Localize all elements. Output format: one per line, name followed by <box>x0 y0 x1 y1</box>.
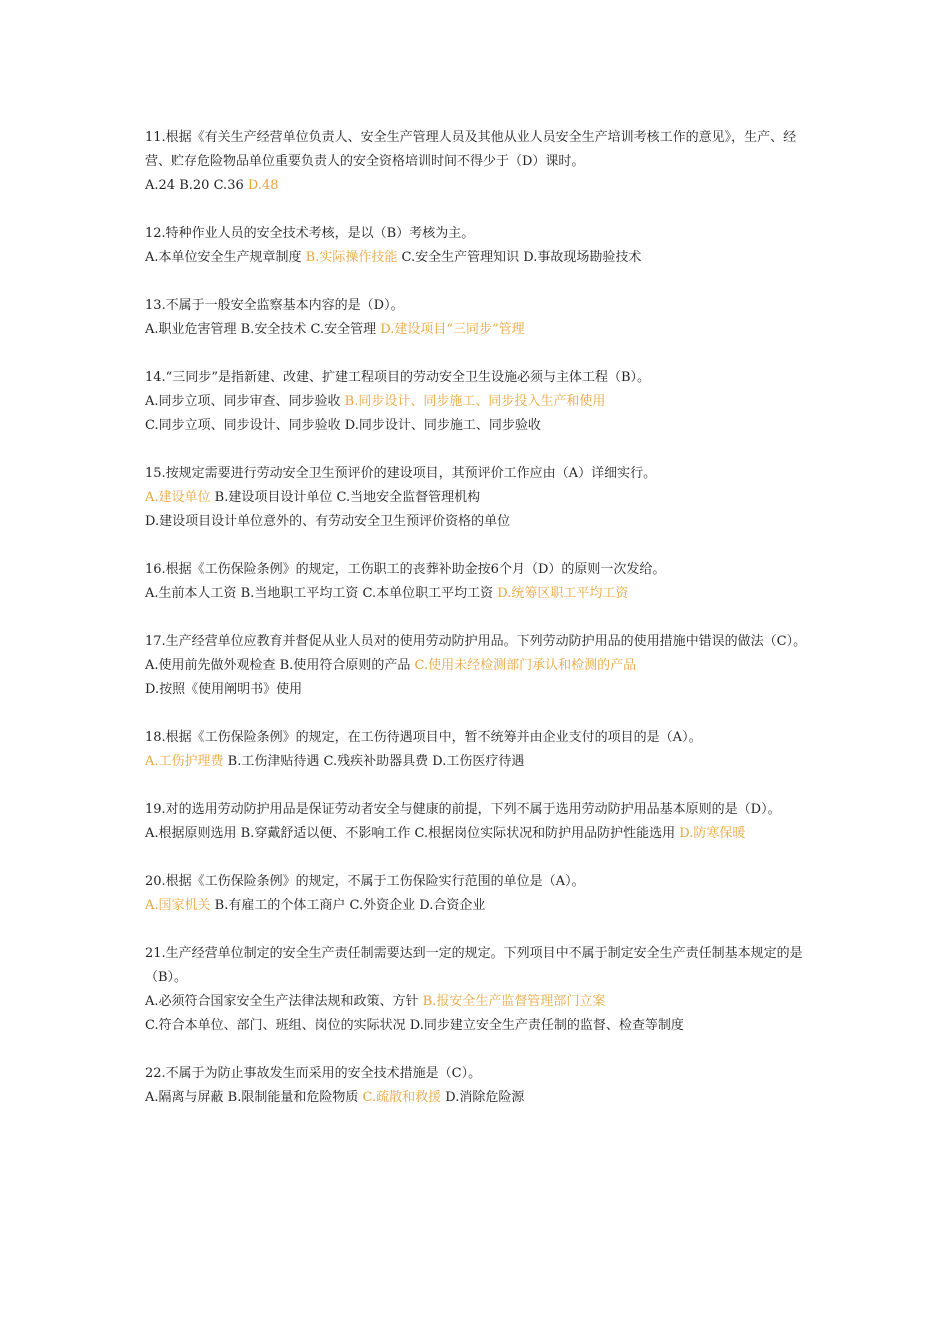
option: D.同步设计、同步施工、同步验收 <box>344 418 541 433</box>
option: A.24 <box>145 178 176 193</box>
question-text: 20.根据《工伤保险条例》的规定，不属于工伤保险实行范围的单位是（A）。 <box>145 874 585 889</box>
question-20 <box>145 870 810 918</box>
option: A.隔离与屏蔽 <box>145 1090 224 1105</box>
option: B.使用符合原则的产品 <box>279 658 411 673</box>
option-line <box>145 486 810 510</box>
question-text: 13.不属于一般安全监察基本内容的是（D）。 <box>145 298 404 313</box>
option-line <box>145 894 810 918</box>
option: A.根据原则选用 <box>145 826 237 841</box>
question-16 <box>145 558 810 606</box>
correct-option: B.同步设计、同步施工、同步投入生产和使用 <box>344 394 606 409</box>
option: A.生前本人工资 <box>145 586 237 601</box>
correct-option: D.建设项目“三同步”管理 <box>380 322 525 337</box>
option-line <box>145 414 810 438</box>
question-text: 19.对的选用劳动防护用品是保证劳动者安全与健康的前提，下列不属于选用劳动防护用品基本原则的是（D）。 <box>145 802 781 817</box>
question-13 <box>145 294 810 342</box>
option: C.根据岗位实际状况和防护用品防护性能选用 <box>414 826 676 841</box>
option: C.当地安全监督管理机构 <box>336 490 481 505</box>
option: C.外资企业 <box>349 898 416 913</box>
option: C.36 <box>213 178 244 193</box>
option: B.限制能量和危险物质 <box>227 1090 359 1105</box>
question-text: 15.按规定需要进行劳动安全卫生预评价的建设项目，其预评价工作应由（A）详细实行。 <box>145 466 657 481</box>
option: A.职业危害管理 <box>145 322 237 337</box>
question-text: 12.特种作业人员的安全技术考核，是以（B）考核为主。 <box>145 226 475 241</box>
option: A.本单位安全生产规章制度 <box>145 250 302 265</box>
option: A.同步立项、同步审查、同步验收 <box>145 394 341 409</box>
question-text: 17.生产经营单位应教育并督促从业人员对的使用劳动防护用品。下列劳动防护用品的使用措施中错误的做法（C）。 <box>145 634 807 649</box>
question-14 <box>145 366 810 438</box>
question-text: 11.根据《有关生产经营单位负责人、安全生产管理人员及其他从业人员安全生产培训考核工作的意见》，生产、经营、贮存危险物品单位重要负责人的安全资格培训时间不得少于（D）课时。 <box>145 130 797 169</box>
correct-option: C.疏散和救援 <box>362 1090 442 1105</box>
question-text: 16.根据《工伤保险条例》的规定，工伤职工的丧葬补助金按6个月（D）的原则一次发给。 <box>145 562 666 577</box>
option-line <box>145 1014 810 1038</box>
question-text: 18.根据《工伤保险条例》的规定，在工伤待遇项目中，暂不统筹并由企业支付的项目的是（A）。 <box>145 730 702 745</box>
option: B.建设项目设计单位 <box>214 490 333 505</box>
question-22 <box>145 1062 810 1110</box>
option-line <box>145 750 810 774</box>
option-line <box>145 390 810 414</box>
question-text: 22.不属于为防止事故发生而采用的安全技术措施是（C）。 <box>145 1066 482 1081</box>
correct-option: D.48 <box>247 178 279 193</box>
question-18 <box>145 726 810 774</box>
option-line <box>145 582 810 606</box>
option: B.有雇工的个体工商户 <box>214 898 346 913</box>
correct-option: C.使用未经检测部门承认和检测的产品 <box>414 658 637 673</box>
exam-questions-page <box>145 126 810 1134</box>
option: B.当地职工平均工资 <box>240 586 359 601</box>
correct-option: B.报安全生产监督管理部门立案 <box>422 994 606 1009</box>
option-line <box>145 654 810 678</box>
correct-option: D.防寒保暖 <box>679 826 746 841</box>
option: D.工伤医疗待遇 <box>432 754 525 769</box>
option: A.必须符合国家安全生产法律法规和政策、方针 <box>145 994 419 1009</box>
option-line <box>145 318 810 342</box>
option-line <box>145 678 810 702</box>
question-21 <box>145 942 810 1038</box>
option: D.同步建立安全生产责任制的监督、检查等制度 <box>409 1018 684 1033</box>
option: D.按照《使用阐明书》使用 <box>145 682 303 697</box>
option-line <box>145 990 810 1014</box>
option: C.同步立项、同步设计、同步验收 <box>145 418 341 433</box>
option: C.残疾补助器具费 <box>323 754 429 769</box>
option-line <box>145 246 810 270</box>
correct-option: A.国家机关 <box>145 898 211 913</box>
correct-option: A.工伤护理费 <box>145 754 224 769</box>
option: B.20 <box>179 178 210 193</box>
option-line <box>145 510 810 534</box>
option: B.工伤津贴待遇 <box>227 754 320 769</box>
option: D.建设项目设计单位意外的、有劳动安全卫生预评价资格的单位 <box>145 514 511 529</box>
option: C.本单位职工平均工资 <box>362 586 494 601</box>
question-text: 21.生产经营单位制定的安全生产责任制需要达到一定的规定。下列项目中不属于制定安全生产责任制基本规定的是（B）。 <box>145 946 803 985</box>
option: C.安全生产管理知识 <box>401 250 520 265</box>
question-15 <box>145 462 810 534</box>
option: D.合资企业 <box>419 898 486 913</box>
option: C.安全管理 <box>310 322 377 337</box>
option-line <box>145 1086 810 1110</box>
correct-option: A.建设单位 <box>145 490 211 505</box>
correct-option: B.实际操作技能 <box>305 250 398 265</box>
option: B.穿戴舒适以便、不影响工作 <box>240 826 411 841</box>
option: B.安全技术 <box>240 322 307 337</box>
option: D.消除危险源 <box>445 1090 525 1105</box>
option: A.使用前先做外观检查 <box>145 658 276 673</box>
option: C.符合本单位、部门、班组、岗位的实际状况 <box>145 1018 406 1033</box>
option-line <box>145 174 810 198</box>
question-text: 14.“三同步”是指新建、改建、扩建工程项目的劳动安全卫生设施必须与主体工程（B）。 <box>145 370 651 385</box>
question-19 <box>145 798 810 846</box>
question-12 <box>145 222 810 270</box>
question-11 <box>145 126 810 198</box>
question-17 <box>145 630 810 702</box>
option: D.事故现场勘验技术 <box>523 250 642 265</box>
option-line <box>145 822 810 846</box>
correct-option: D.统筹区职工平均工资 <box>497 586 629 601</box>
